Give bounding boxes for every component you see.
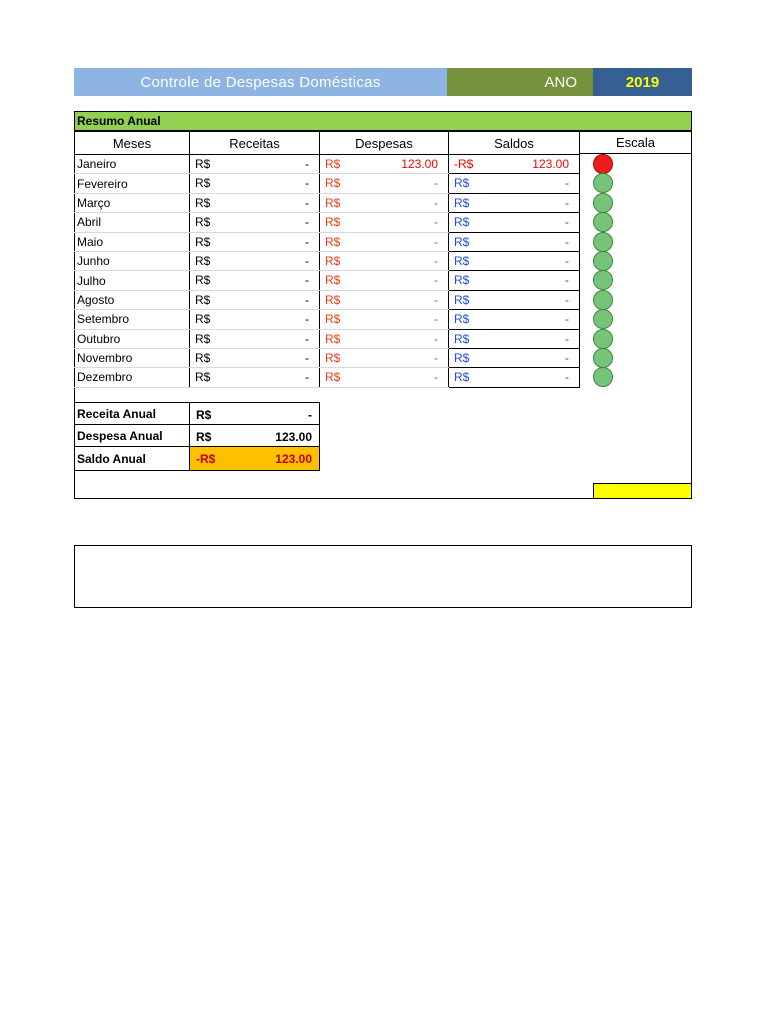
saldo-value: - [565, 312, 569, 327]
currency-label: R$ [325, 215, 341, 230]
table-row [75, 329, 580, 348]
despesa-cell[interactable] [320, 155, 449, 174]
month-name[interactable]: Outubro [75, 329, 190, 348]
currency-label: R$ [195, 215, 211, 230]
despesa-value: - [434, 176, 438, 191]
month-name[interactable]: Fevereiro [75, 174, 190, 193]
saldo-value: - [565, 234, 569, 249]
table-row [75, 155, 580, 174]
currency-label: R$ [325, 157, 341, 171]
saldo-cell[interactable] [449, 232, 580, 251]
column-header-despesas: Despesas [320, 132, 449, 155]
saldo-cell[interactable] [449, 368, 580, 387]
currency-label: R$ [325, 350, 341, 365]
currency-label: R$ [454, 215, 470, 230]
receita-cell[interactable] [190, 174, 320, 193]
receita-cell[interactable] [190, 155, 320, 174]
currency-label: R$ [325, 292, 341, 307]
saldo-anual-currency: -R$ [196, 452, 216, 466]
despesa-anual-label: Despesa Anual [75, 425, 190, 447]
currency-label: R$ [454, 195, 470, 210]
saldo-cell[interactable] [449, 329, 580, 348]
year-label: ANO [447, 68, 593, 96]
saldo-value: - [565, 350, 569, 365]
despesa-cell[interactable] [320, 290, 449, 309]
receita-cell[interactable] [190, 251, 320, 270]
saldo-value: - [565, 273, 569, 288]
saldo-anual-cell[interactable] [190, 447, 320, 471]
receita-value: - [305, 215, 309, 230]
receita-value: - [305, 195, 309, 210]
despesa-value: 123.00 [401, 157, 438, 171]
table-row [75, 310, 580, 329]
saldo-value: 123.00 [532, 157, 569, 171]
currency-label: R$ [195, 273, 211, 288]
table-row [75, 368, 580, 387]
despesa-cell[interactable] [320, 348, 449, 367]
receita-value: - [305, 292, 309, 307]
despesa-cell[interactable] [320, 213, 449, 232]
receita-anual-label: Receita Anual [75, 403, 190, 425]
despesa-value: - [434, 253, 438, 268]
receita-value: - [305, 157, 309, 171]
currency-label: R$ [195, 157, 211, 171]
table-row [75, 174, 580, 193]
receita-value: - [305, 176, 309, 191]
currency-label: R$ [195, 176, 211, 191]
saldo-anual-value: 123.00 [275, 452, 312, 466]
table-row [75, 290, 580, 309]
receita-anual-value: - [308, 408, 312, 422]
column-header-receitas: Receitas [190, 132, 320, 155]
green-circle-icon [593, 329, 613, 349]
receita-cell[interactable] [190, 290, 320, 309]
receita-anual-cell[interactable] [190, 403, 320, 425]
currency-label: -R$ [454, 157, 474, 171]
month-name[interactable]: Dezembro [75, 368, 190, 387]
currency-label: R$ [325, 273, 341, 288]
column-header-saldos: Saldos [449, 132, 580, 155]
currency-label: R$ [454, 234, 470, 249]
saldo-cell[interactable] [449, 251, 580, 270]
saldo-anual-row [75, 447, 320, 471]
green-circle-icon [593, 232, 613, 252]
green-circle-icon [593, 290, 613, 310]
column-header-escala: Escala [579, 131, 692, 154]
currency-label: R$ [195, 350, 211, 365]
currency-label: R$ [195, 370, 211, 385]
highlight-cell[interactable] [593, 483, 692, 499]
despesa-value: - [434, 350, 438, 365]
currency-label: R$ [195, 253, 211, 268]
currency-label: R$ [195, 234, 211, 249]
receita-value: - [305, 234, 309, 249]
currency-label: R$ [195, 292, 211, 307]
despesa-cell[interactable] [320, 368, 449, 387]
saldo-cell[interactable] [449, 348, 580, 367]
receita-value: - [305, 350, 309, 365]
saldo-value: - [565, 331, 569, 346]
receita-cell[interactable] [190, 193, 320, 212]
table-header-row [75, 132, 580, 155]
receita-value: - [305, 273, 309, 288]
green-circle-icon [593, 348, 613, 368]
receita-cell[interactable] [190, 348, 320, 367]
saldo-value: - [565, 292, 569, 307]
currency-label: R$ [454, 370, 470, 385]
saldo-value: - [565, 215, 569, 230]
despesa-anual-value: 123.00 [275, 430, 312, 444]
green-circle-icon [593, 193, 613, 213]
receita-cell[interactable] [190, 368, 320, 387]
currency-label: R$ [325, 370, 341, 385]
currency-label: R$ [325, 176, 341, 191]
receita-value: - [305, 312, 309, 327]
saldo-cell[interactable] [449, 155, 580, 174]
despesa-cell[interactable] [320, 232, 449, 251]
saldo-cell[interactable] [449, 174, 580, 193]
currency-label: R$ [325, 234, 341, 249]
currency-label: R$ [195, 331, 211, 346]
despesa-value: - [434, 215, 438, 230]
receita-value: - [305, 331, 309, 346]
receita-anual-row [75, 403, 320, 425]
currency-label: R$ [454, 292, 470, 307]
red-circle-icon [593, 154, 613, 174]
table-row [75, 213, 580, 232]
receita-cell[interactable] [190, 310, 320, 329]
saldo-cell[interactable] [449, 310, 580, 329]
table-row [75, 193, 580, 212]
saldo-cell[interactable] [449, 271, 580, 290]
month-name[interactable]: Maio [75, 232, 190, 251]
green-circle-icon [593, 251, 613, 271]
saldo-value: - [565, 195, 569, 210]
currency-label: R$ [454, 176, 470, 191]
table-row [75, 271, 580, 290]
despesa-anual-currency: R$ [196, 430, 212, 444]
currency-label: R$ [195, 312, 211, 327]
receita-cell[interactable] [190, 213, 320, 232]
year-value-cell[interactable]: 2019 [593, 68, 692, 96]
currency-label: R$ [454, 312, 470, 327]
currency-label: R$ [454, 273, 470, 288]
notes-box[interactable] [74, 545, 692, 608]
month-name[interactable]: Abril [75, 213, 190, 232]
sheet-title: Controle de Despesas Domésticas [74, 68, 447, 96]
currency-label: R$ [454, 331, 470, 346]
table-row [75, 348, 580, 367]
despesa-anual-row [75, 425, 320, 447]
saldo-cell[interactable] [449, 290, 580, 309]
receita-cell[interactable] [190, 271, 320, 290]
receita-anual-currency: R$ [196, 408, 212, 422]
saldo-anual-label: Saldo Anual [75, 447, 190, 471]
despesa-value: - [434, 370, 438, 385]
despesa-cell[interactable] [320, 193, 449, 212]
despesa-value: - [434, 312, 438, 327]
saldo-cell[interactable] [449, 193, 580, 212]
saldo-value: - [565, 176, 569, 191]
currency-label: R$ [325, 312, 341, 327]
table-row [75, 251, 580, 270]
month-name[interactable]: Agosto [75, 290, 190, 309]
despesa-cell[interactable] [320, 174, 449, 193]
despesa-value: - [434, 273, 438, 288]
month-name[interactable]: Setembro [75, 310, 190, 329]
despesa-value: - [434, 234, 438, 249]
month-name[interactable]: Novembro [75, 348, 190, 367]
currency-label: R$ [325, 195, 341, 210]
despesa-value: - [434, 195, 438, 210]
column-header-meses: Meses [75, 132, 190, 155]
monthly-table [74, 131, 580, 388]
despesa-cell[interactable] [320, 329, 449, 348]
currency-label: R$ [454, 253, 470, 268]
receita-value: - [305, 370, 309, 385]
month-name[interactable]: Janeiro [75, 155, 190, 174]
currency-label: R$ [325, 253, 341, 268]
currency-label: R$ [195, 195, 211, 210]
saldo-value: - [565, 253, 569, 268]
despesa-value: - [434, 331, 438, 346]
section-title: Resumo Anual [74, 111, 692, 131]
receita-value: - [305, 253, 309, 268]
despesa-anual-cell[interactable] [190, 425, 320, 447]
receita-cell[interactable] [190, 329, 320, 348]
despesa-cell[interactable] [320, 271, 449, 290]
month-name[interactable]: Março [75, 193, 190, 212]
despesa-value: - [434, 292, 438, 307]
despesa-cell[interactable] [320, 310, 449, 329]
month-name[interactable]: Junho [75, 251, 190, 270]
table-row [75, 232, 580, 251]
currency-label: R$ [454, 350, 470, 365]
saldo-cell[interactable] [449, 213, 580, 232]
despesa-cell[interactable] [320, 251, 449, 270]
receita-cell[interactable] [190, 232, 320, 251]
month-name[interactable]: Julho [75, 271, 190, 290]
currency-label: R$ [325, 331, 341, 346]
saldo-value: - [565, 370, 569, 385]
annual-totals-table [74, 402, 320, 471]
